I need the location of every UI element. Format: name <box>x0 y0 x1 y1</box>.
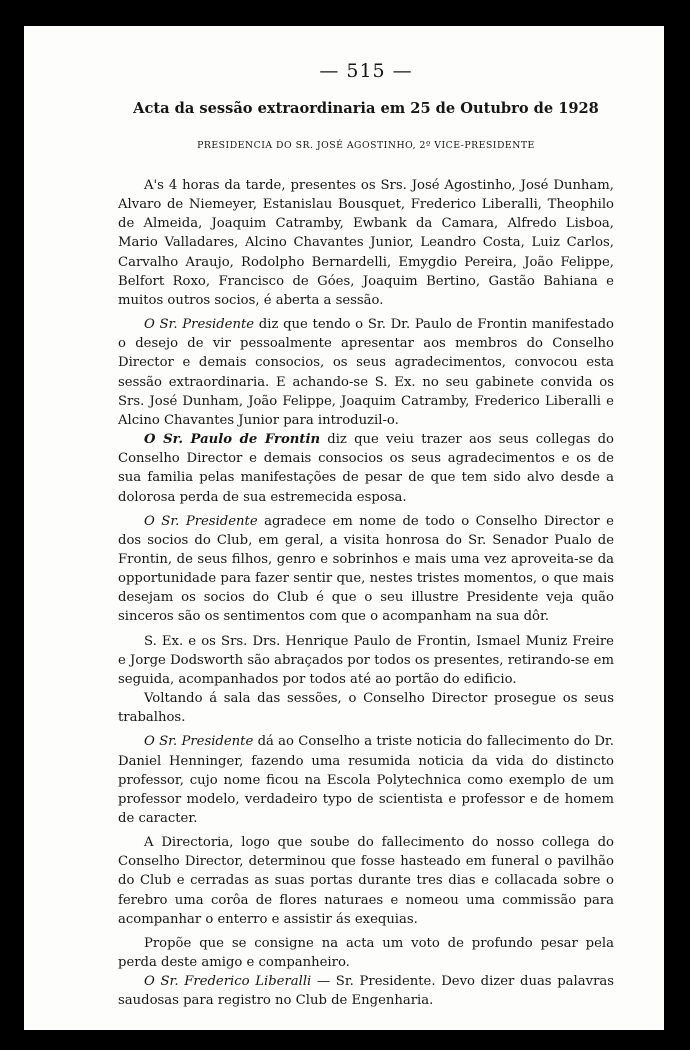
paragraph-vote <box>118 934 614 972</box>
paragraph-text: A Directoria, logo que soube do fallecimento do nosso collega do Conselho Director, determinou que fosse hasteado em funeral o pavilhão do Club e cerradas as suas portas durante tres dias e collacada sobre o ferebro uma corôa de flores naturaes e nomeou uma commissão para acompanhar o enterro e assistir ás exequias. <box>118 835 614 927</box>
paragraph-henninger <box>118 732 614 828</box>
paragraph-directoria <box>118 833 614 929</box>
paragraph-text: Voltando á sala das sessões, o Conselho Director prosegue os seus trabalhos. <box>118 691 614 726</box>
paragraph-text: Propõe que se consigne na acta um voto de profundo pesar pela perda deste amigo e companheiro. <box>118 935 614 971</box>
speaker-label: O Sr. Presidente <box>144 317 255 333</box>
paragraph-attendance <box>118 176 614 310</box>
speaker-label: O Sr. Presidente <box>144 734 254 750</box>
paragraph-text: diz que tendo o Sr. Dr. Paulo de Frontin manifestado o desejo de vir pessoalmente apresentar aos membros do Conselho Director e demais consocios, os seus agradecimentos, convocou esta sessão extraordinaria. E achando-se S. Ex. no seu gabinete convida os Srs. José Dunham, João Felippe, Joaquim Catramby, Frederico Liberalli e Alcino Chavantes Junior para introduzil-o. <box>118 317 614 428</box>
speaker-label: O Sr. Presidente <box>144 513 258 529</box>
paragraph-text: diz que veiu trazer aos seus collegas do Conselho Director e demais consocios os seus agradecimentos e os de sua familia pelas manifestações de pesar de que tem sido alvo desde a dolorosa perda de sua estremecida esposa. <box>118 432 614 505</box>
presidency-line: PRESIDENCIA DO SR. JOSÉ AGOSTINHO, 2º VICE-PRESIDENTE <box>197 140 535 151</box>
paragraph-frontin-thanks <box>118 430 614 507</box>
speaker-label: O Sr. Frederico Liberalli <box>144 974 312 990</box>
paragraph-text: agradece em nome de todo o Conselho Director e dos socios do Club, em geral, a visita honrosa do Sr. Senador Pualo de Frontin, de seus filhos, genro e sobrinhos e mais uma vez aproveita-se da opportunidade para fazer sentir que, nestes tristes momentos, o que mais desejam os socios do Club é que o seu illustre Presidente veja quão sinceros são os sentimentos com que o acompanham na sua dôr. <box>118 513 614 625</box>
minutes-body <box>118 176 614 1016</box>
paragraph-text: S. Ex. e os Srs. Drs. Henrique Paulo de Frontin, Ismael Muniz Freire e Jorge Dodsworth são abraçados por todos os presentes, retirando-se em seguida, acompanhados por todos até ao portão do edificio. <box>118 633 614 687</box>
paragraph-liberalli <box>118 972 614 1010</box>
page-title: Acta da sessão extraordinaria em 25 de Outubro de 1928 <box>133 100 599 117</box>
paragraph-resume <box>118 689 614 727</box>
speaker-label: O Sr. Paulo de Frontin <box>144 432 321 448</box>
paragraph-president-reply <box>118 512 614 627</box>
paragraph-text: — Sr. Presidente. Devo dizer duas palavras saudosas para registro no Club de Engenharia. <box>118 974 615 1009</box>
paragraph-text: A's 4 horas da tarde, presentes os Srs. José Agostinho, José Dunham, Alvaro de Niemeyer, Estanislau Bousquet, Frederico Liberalli, Theophilo de Almeida, Joaquim Catramby, Ewbank da Camara, Alfredo Lisboa, Mario Valladares, Alcino Chavantes Junior, Leandro Costa, Luiz Carlos, Carvalho Araujo, Rodolpho Bernardelli, Emygdio Pereira, João Felippe, Belfort Roxo, Francisco de Góes, Joaquim Bertino, Gastão Bahiana e muitos outros socios, é aberta a sessão. <box>118 178 614 308</box>
document-page <box>24 26 664 1030</box>
paragraph-text: dá ao Conselho a triste noticia do fallecimento do Dr. Daniel Henninger, fazendo uma resumida noticia da vida do distincto professor, cujo nome ficou na Escola Polytechnica como exemplo de um professor modelo, verdadeiro typo de scientista e professor e de homem de caracter. <box>118 734 614 826</box>
page-number: — 515 — <box>319 60 413 82</box>
paragraph-president-frontin <box>118 315 614 430</box>
paragraph-departure <box>118 632 614 689</box>
